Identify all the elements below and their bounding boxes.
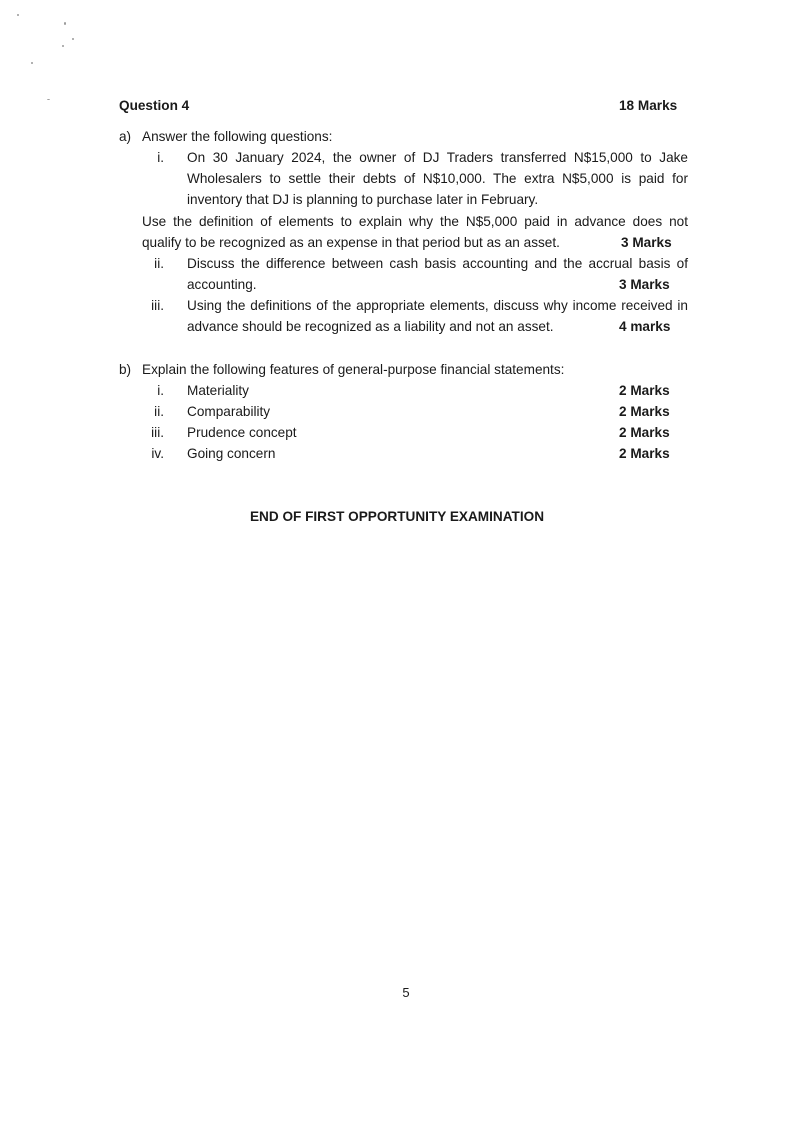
- item-b-numeral: iii.: [151, 425, 164, 440]
- item-b-numeral: iv.: [151, 446, 164, 461]
- item-a-ii-line1: Discuss the difference between cash basis accounting and the accrual basis of: [187, 256, 688, 271]
- item-b-text: Going concern: [187, 446, 276, 461]
- item-a-i-line1: On 30 January 2024, the owner of DJ Traders transferred N$15,000 to Jake: [187, 150, 688, 165]
- item-a-ii-marks: 3 Marks: [619, 277, 670, 292]
- item-a-i-line2: Wholesalers to settle their debts of N$10,000. The extra N$5,000 is paid for: [187, 171, 688, 186]
- part-a-label: a): [119, 129, 132, 144]
- follow-up-marks: 3 Marks: [621, 235, 672, 250]
- item-b-text: Prudence concept: [187, 425, 297, 440]
- question-total-marks: 18 Marks: [619, 98, 678, 113]
- item-b-marks: 2 Marks: [619, 404, 670, 419]
- item-a-iii-numeral: iii.: [151, 298, 164, 313]
- item-b-numeral: i.: [157, 383, 164, 398]
- item-b-marks: 2 Marks: [619, 446, 670, 461]
- page-number: 5: [402, 985, 410, 1000]
- item-a-iii-line1: Using the definitions of the appropriate elements, discuss why income received in: [187, 298, 688, 313]
- item-a-ii-line2: accounting.: [187, 277, 257, 292]
- follow-up-line1: Use the definition of elements to explain why the N$5,000 paid in advance does not: [142, 214, 688, 229]
- item-a-i-numeral: i.: [157, 150, 164, 165]
- part-a-intro: Answer the following questions:: [142, 129, 333, 144]
- item-b-marks: 2 Marks: [619, 425, 670, 440]
- follow-up-line2: qualify to be recognized as an expense in that period but as an asset.: [142, 235, 560, 250]
- item-b-text: Comparability: [187, 404, 271, 419]
- end-of-exam-text: END OF FIRST OPPORTUNITY EXAMINATION: [249, 509, 545, 524]
- part-b-label: b): [119, 362, 132, 377]
- item-b-marks: 2 Marks: [619, 383, 670, 398]
- item-a-iii-line2: advance should be recognized as a liability and not an asset.: [187, 319, 554, 334]
- item-a-iii-marks: 4 marks: [619, 319, 671, 334]
- part-b-intro: Explain the following features of general-purpose financial statements:: [142, 362, 565, 377]
- item-a-ii-numeral: ii.: [154, 256, 164, 271]
- question-title: Question 4: [119, 98, 190, 113]
- item-b-text: Materiality: [187, 383, 249, 398]
- item-b-numeral: ii.: [154, 404, 164, 419]
- item-a-i-line3: inventory that DJ is planning to purchase later in February.: [187, 192, 539, 207]
